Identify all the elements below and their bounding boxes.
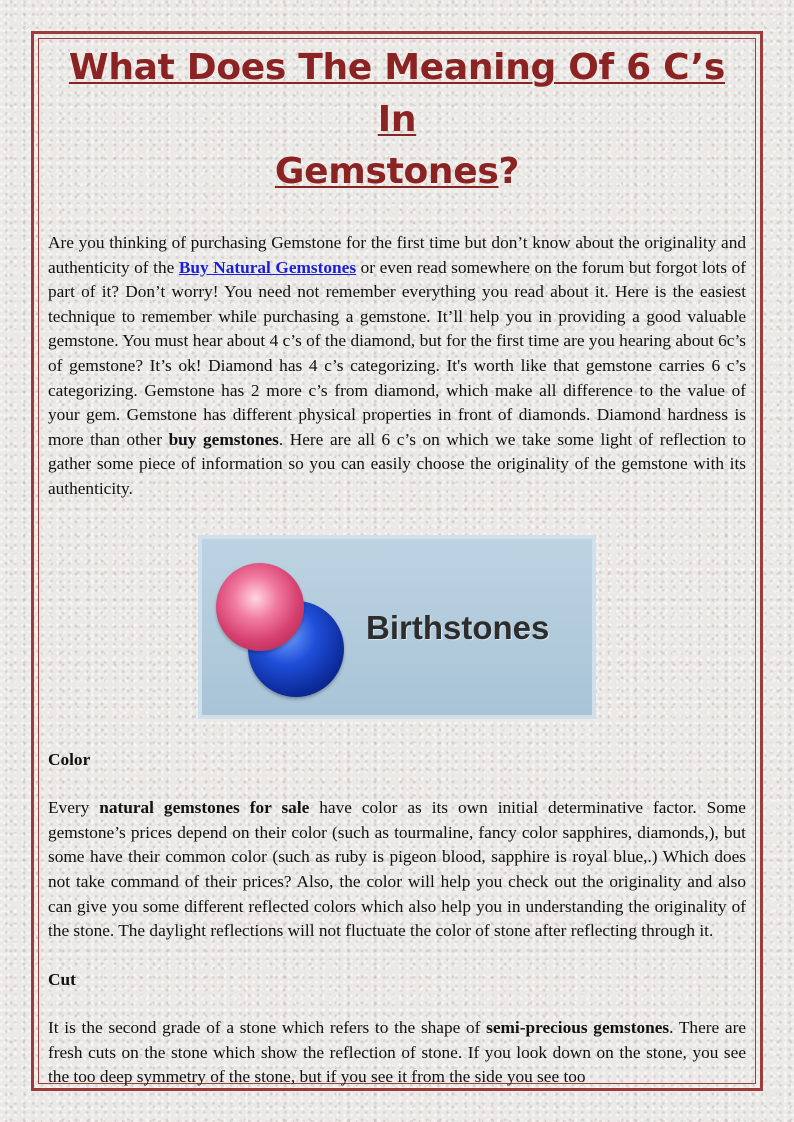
cut-heading: Cut (48, 969, 76, 989)
pink-gem-icon (216, 563, 304, 651)
title-question-mark: ? (498, 151, 520, 192)
page-title (48, 42, 746, 198)
birthstones-figure-wrap (48, 535, 746, 721)
intro-text-1: Are you thinking of purchasing Gemstone for the first time but don’t know about the originality and authenticity of the (48, 233, 746, 277)
birthstones-banner-image (198, 535, 596, 719)
title-line1: What Does The Meaning Of 6 C’s In (68, 47, 726, 140)
title-line2: Gemstones (274, 151, 499, 192)
color-text-2: have color as its own initial determinative factor. Some gemstone’s prices depend on their color (such as tourmaline, fancy color sapphires, diamonds,), but some have their common color (such as ruby is pigeon blood, sapphire is royal blue,.) Which does not take command of their prices? Also, the color will help you check out the originality and also can give you some different reflected colors which also help you in understanding the originality of the stone. The daylight reflections will not fluctuate the color of stone after reflecting through it. (48, 798, 746, 941)
cut-bold-text: semi-precious gemstones (486, 1018, 670, 1038)
intro-text-3: . Here are all 6 c’s on which we take some light of reflection to gather some piece of information so you can easily choose the originality of the gemstone with its authenticity. (48, 429, 746, 498)
color-heading: Color (48, 749, 91, 769)
cut-text-2: . There are fresh cuts on the stone which show the reflection of stone. If you look down on the stone, you see the too deep symmetry of the stone, but if you see it from the side you see too (48, 1018, 746, 1087)
intro-text-2: or even read somewhere on the forum but forgot lots of part of it? Don’t worry! You need not remember everything you read about it. Here is the easiest technique to remember while purchasing a gemstone. It’ll help you in providing a good valuable gemstone. You must hear about 4 c’s of the diamond, but for the first time are you hearing about 6c’s of gemstone? It’s ok! Diamond has 4 c’s categorizing. It's worth like that gemstone carries 6 c’s categorizing. Gemstone has 2 more c’s from diamond, which make all difference to the value of your gem. Gemstone has different physical properties in front of diamonds. Diamond hardness is more than other (48, 257, 746, 449)
color-text-1: Every (48, 798, 100, 818)
intro-paragraph (48, 231, 746, 502)
intro-bold-buy-gemstones: buy gemstones (168, 429, 279, 449)
buy-natural-gemstones-link[interactable]: Buy Natural Gemstones (178, 257, 357, 277)
cut-text-1: It is the second grade of a stone which refers to the shape of (48, 1018, 487, 1038)
cut-paragraph (48, 1016, 746, 1090)
color-bold-text: natural gemstones for sale (99, 798, 310, 818)
color-paragraph (48, 796, 746, 944)
birthstones-caption: Birthstones (366, 608, 550, 646)
document-body (48, 42, 746, 1090)
